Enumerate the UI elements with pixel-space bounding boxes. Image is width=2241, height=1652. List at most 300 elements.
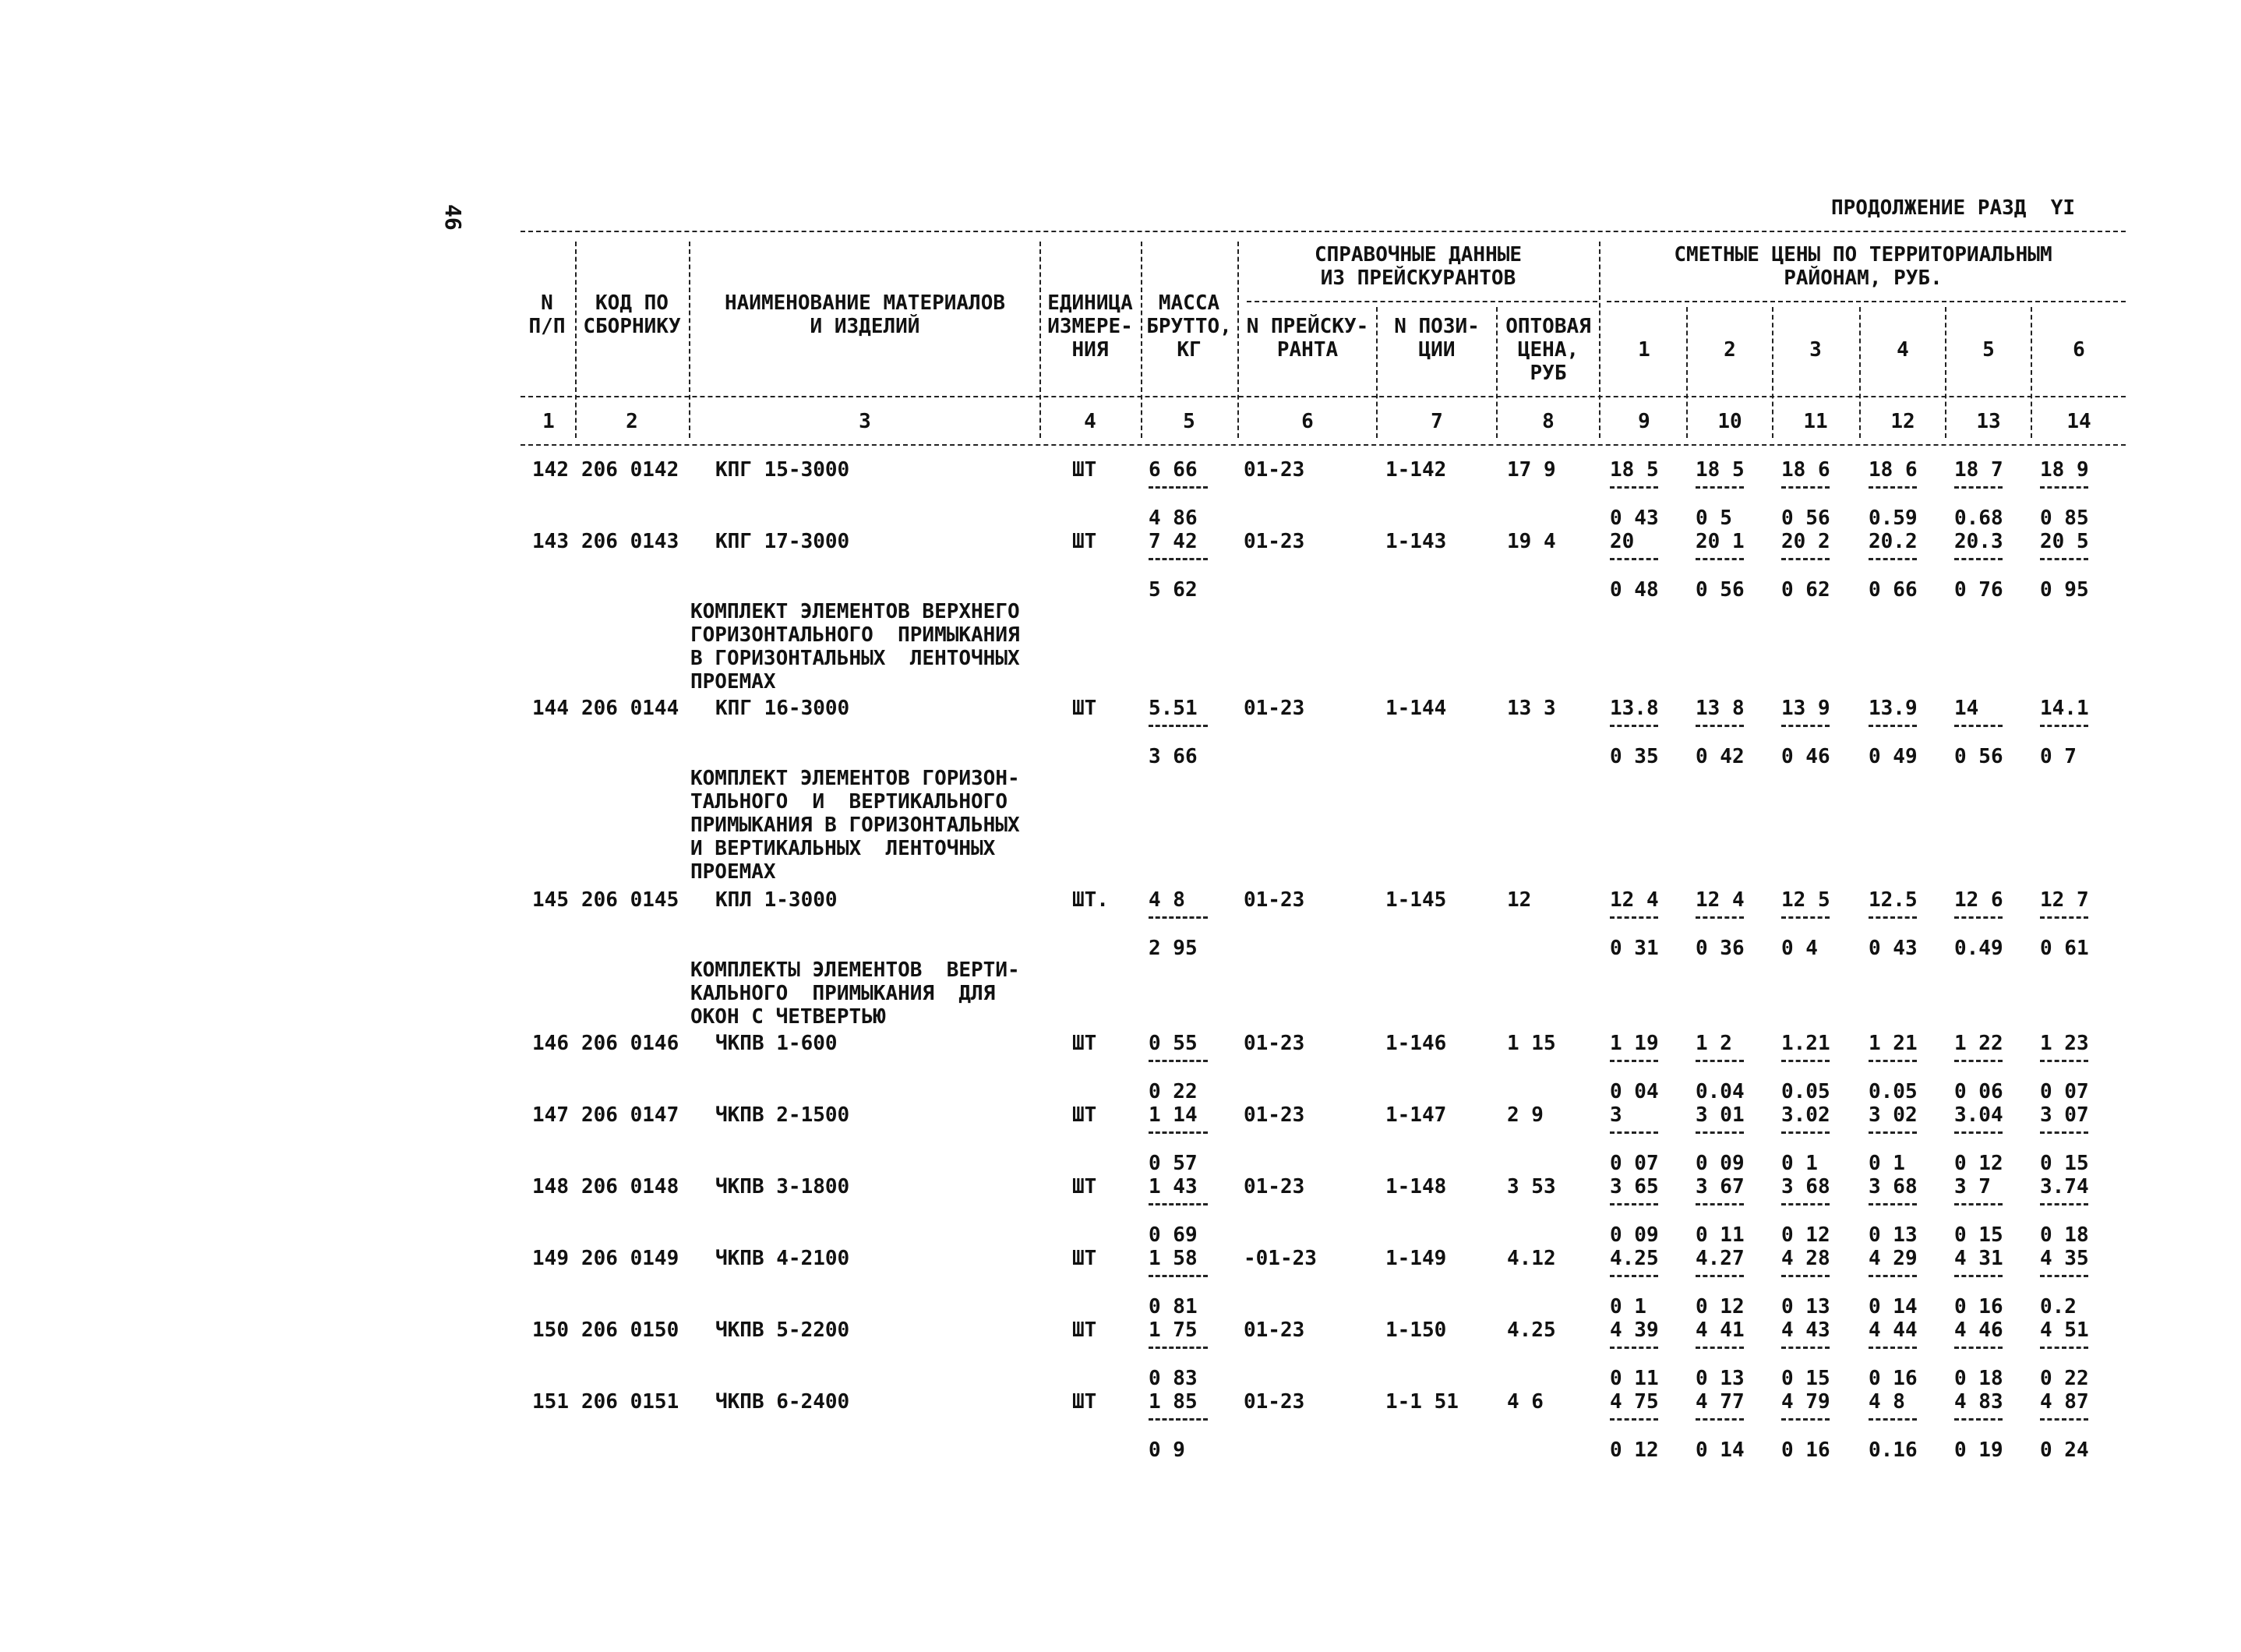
fraction-bar [1149,1131,1208,1134]
row-unit: ШТ [1072,530,1097,553]
row-mass: 7 42 [1149,530,1198,553]
row-mass-net: 0 57 [1149,1152,1198,1175]
fraction-bar [1610,486,1658,489]
row-region-price-2: 13 8 [1696,697,1745,720]
row-region-price-5: 1 22 [1954,1032,2003,1055]
row-region-price-4: 20.2 [1869,530,1918,553]
colnum-3: 3 [859,410,871,433]
row-region-price-add-1: 0 43 [1610,507,1659,530]
row-region-price-4: 3 02 [1869,1103,1918,1127]
row-region-price-add-3: 0 4 [1781,937,1818,960]
row-position: 1-145 [1385,888,1447,912]
row-mass-net: 0 81 [1149,1295,1198,1318]
row-number: 142 [532,458,569,482]
colnum-7: 7 [1431,410,1443,433]
row-region-price-add-2: 0 13 [1696,1367,1745,1390]
fraction-bar [1954,1131,2003,1134]
row-mass-net: 5 62 [1149,578,1198,602]
row-pricelist: 01-23 [1244,697,1305,720]
row-mass: 4 8 [1149,888,1185,912]
row-region-price-add-6: 0 95 [2040,578,2089,602]
header-mass-1: МАССА [1158,291,1220,315]
fraction-bar [1954,486,2003,489]
row-region-price-6: 4 51 [2040,1318,2089,1342]
row-code: 206 0149 [581,1247,679,1270]
fraction-bar [1869,916,1917,919]
row-position: 1-1 51 [1385,1390,1459,1414]
fraction-bar [1869,1060,1917,1062]
fraction-bar [1781,1131,1830,1134]
row-region-price-add-4: 0 13 [1869,1223,1918,1247]
row-number: 151 [532,1390,569,1414]
row-number: 146 [532,1032,569,1055]
row-region-price-add-6: 0 7 [2040,745,2077,768]
row-region-price-4: 4 29 [1869,1247,1918,1270]
row-region-price-3: 12 5 [1781,888,1830,912]
header-preisk-2: РАНТА [1276,338,1339,362]
row-region-price-add-4: 0.16 [1869,1438,1918,1462]
row-number: 148 [532,1175,569,1198]
row-unit: ШТ [1072,1318,1097,1342]
row-region-price-add-4: 0.59 [1869,507,1918,530]
row-position: 1-149 [1385,1247,1447,1270]
fraction-bar [1869,725,1917,727]
row-unit: ШТ [1072,1103,1097,1127]
group-heading-line: КОМПЛЕКТЫ ЭЛЕМЕНТОВ ВЕРТИ- [690,958,1020,982]
fraction-bar [1954,558,2003,560]
row-pricelist: 01-23 [1244,458,1305,482]
row-unit: ШТ [1072,697,1097,720]
fraction-bar [1954,1418,2003,1421]
colnum-5: 5 [1183,410,1195,433]
header-opt-3: РУБ [1530,362,1567,385]
row-region-price-add-1: 0 04 [1610,1080,1659,1103]
row-region-price-add-4: 0 1 [1869,1152,1905,1175]
fraction-bar [1954,1203,2003,1205]
row-unit: ШТ [1072,1175,1097,1198]
row-region-price-2: 12 4 [1696,888,1745,912]
col-divider [1496,307,1498,438]
group-heading-line: ТАЛЬНОГО И ВЕРТИКАЛЬНОГО [690,790,1008,814]
row-region-price-5: 3.04 [1954,1103,2003,1127]
col-divider [1376,307,1378,438]
fraction-bar [1696,916,1744,919]
row-name: ЧКПВ 6-2400 [715,1390,850,1414]
row-wholesale-price: 1 15 [1507,1032,1556,1055]
fraction-bar [1149,1060,1208,1062]
row-mass: 5.51 [1149,697,1198,720]
fraction-bar [1869,1275,1917,1277]
header-name-2: И ИЗДЕЛИЙ [810,315,920,338]
group-heading-line: ОКОН С ЧЕТВЕРТЬЮ [690,1005,886,1029]
row-region-price-2: 3 01 [1696,1103,1745,1127]
header-ref-group-1: СПРАВОЧНЫЕ ДАННЫЕ [1314,243,1523,267]
row-region-price-2: 18 5 [1696,458,1745,482]
row-region-price-add-5: 0 19 [1954,1438,2003,1462]
row-region-price-add-3: 0 13 [1781,1295,1830,1318]
fraction-bar [1869,486,1917,489]
row-region-price-2: 4.27 [1696,1247,1745,1270]
row-code: 206 0143 [581,530,679,553]
col-divider [689,242,690,438]
fraction-bar [1149,916,1208,919]
header-region-4: 4 [1897,338,1909,362]
row-region-price-add-5: 0 15 [1954,1223,2003,1247]
header-unit-3: НИЯ [1071,338,1109,362]
header-preisk-1: N ПРЕЙСКУ- [1246,315,1369,338]
row-pricelist: 01-23 [1244,1032,1305,1055]
group-heading-line: КОМПЛЕКТ ЭЛЕМЕНТОВ ВЕРХНЕГО [690,600,1020,623]
row-code: 206 0147 [581,1103,679,1127]
row-region-price-6: 14.1 [2040,697,2089,720]
row-number: 147 [532,1103,569,1127]
row-name: ЧКПВ 4-2100 [715,1247,850,1270]
colnum-13: 13 [1976,410,2001,433]
row-region-price-1: 1 19 [1610,1032,1659,1055]
page-number: 46 [440,204,466,231]
row-region-price-3: 4 28 [1781,1247,1830,1270]
row-region-price-4: 13.9 [1869,697,1918,720]
header-price-group-1: СМЕТНЫЕ ЦЕНЫ ПО ТЕРРИТОРИАЛЬНЫМ [1674,243,2052,267]
row-code: 206 0145 [581,888,679,912]
row-region-price-add-3: 0 12 [1781,1223,1830,1247]
row-name: КПГ 17-3000 [715,530,850,553]
row-region-price-add-3: 0 16 [1781,1438,1830,1462]
fraction-bar [1781,1275,1830,1277]
table-top-rule [521,231,2126,232]
row-region-price-add-4: 0 49 [1869,745,1918,768]
fraction-bar [2040,1203,2088,1205]
row-mass-net: 0 9 [1149,1438,1185,1462]
row-region-price-3: 4 43 [1781,1318,1830,1342]
header-unit-2: ИЗМЕРЕ- [1047,315,1133,338]
row-region-price-5: 4 31 [1954,1247,2003,1270]
row-number: 144 [532,697,569,720]
row-code: 206 0142 [581,458,679,482]
fraction-bar [1781,725,1830,727]
row-region-price-3: 20 2 [1781,530,1830,553]
colnum-2: 2 [626,410,638,433]
row-region-price-add-1: 0 11 [1610,1367,1659,1390]
row-mass: 1 85 [1149,1390,1198,1414]
row-mass-net: 3 66 [1149,745,1198,768]
ref-group-rule [1247,301,1597,302]
row-unit: ШТ [1072,1032,1097,1055]
row-region-price-3: 1.21 [1781,1032,1830,1055]
colnum-8: 8 [1542,410,1555,433]
row-number: 143 [532,530,569,553]
row-name: ЧКПВ 1-600 [715,1032,838,1055]
header-np-2: П/П [528,315,566,338]
row-region-price-4: 4 8 [1869,1390,1905,1414]
row-position: 1-147 [1385,1103,1447,1127]
row-region-price-1: 4.25 [1610,1247,1659,1270]
row-region-price-add-4: 0 43 [1869,937,1918,960]
header-name-1: НАИМЕНОВАНИЕ МАТЕРИАЛОВ [724,291,1006,315]
row-wholesale-price: 4.12 [1507,1247,1556,1270]
row-region-price-5: 4 46 [1954,1318,2003,1342]
header-ref-group-2: ИЗ ПРЕЙСКУРАНТОВ [1320,267,1516,290]
row-region-price-4: 4 44 [1869,1318,1918,1342]
fraction-bar [1610,1418,1658,1421]
fraction-bar [1781,1418,1830,1421]
row-code: 206 0144 [581,697,679,720]
row-name: ЧКПВ 5-2200 [715,1318,850,1342]
row-region-price-add-4: 0 14 [1869,1295,1918,1318]
fraction-bar [1869,1418,1917,1421]
row-pricelist: 01-23 [1244,1175,1305,1198]
header-kod-1: КОД ПО [595,291,669,315]
fraction-bar [1149,1275,1208,1277]
row-region-price-add-1: 0 12 [1610,1438,1659,1462]
header-region-3: 3 [1809,338,1822,362]
row-region-price-1: 20 [1610,530,1635,553]
fraction-bar [1149,486,1208,489]
fraction-bar [1149,725,1208,727]
row-region-price-5: 3 7 [1954,1175,1991,1198]
row-region-price-add-5: 0.49 [1954,937,2003,960]
price-group-rule [1607,301,2126,302]
header-region-2: 2 [1724,338,1736,362]
row-region-price-add-3: 0 56 [1781,507,1830,530]
fraction-bar [1696,1060,1744,1062]
colnum-4: 4 [1084,410,1096,433]
header-region-1: 1 [1638,338,1650,362]
row-region-price-add-4: 0 66 [1869,578,1918,602]
row-region-price-2: 4 41 [1696,1318,1745,1342]
fraction-bar [1696,1131,1744,1134]
row-region-price-add-6: 0 18 [2040,1223,2089,1247]
fraction-bar [1610,916,1658,919]
fraction-bar [1781,916,1830,919]
fraction-bar [1610,558,1658,560]
header-pos-1: N ПОЗИ- [1394,315,1480,338]
group-heading-line: И ВЕРТИКАЛЬНЫХ ЛЕНТОЧНЫХ [690,837,996,860]
row-region-price-add-5: 0 76 [1954,578,2003,602]
row-region-price-1: 12 4 [1610,888,1659,912]
row-region-price-add-5: 0.68 [1954,507,2003,530]
row-region-price-add-2: 0 09 [1696,1152,1745,1175]
row-region-price-6: 4 87 [2040,1390,2089,1414]
group-heading-line: ПРОЕМАХ [690,670,776,694]
row-region-price-add-5: 0 56 [1954,745,2003,768]
row-number: 149 [532,1247,569,1270]
group-heading-line: КОМПЛЕКТ ЭЛЕМЕНТОВ ГОРИЗОН- [690,767,1020,790]
fraction-bar [1781,486,1830,489]
fraction-bar [2040,1418,2088,1421]
colnum-bottom-rule [521,444,2126,446]
fraction-bar [1781,1347,1830,1349]
header-price-group-2: РАЙОНАМ, РУБ. [1784,267,1943,290]
row-wholesale-price: 19 4 [1507,530,1556,553]
row-region-price-add-1: 0 48 [1610,578,1659,602]
fraction-bar [2040,916,2088,919]
row-region-price-4: 3 68 [1869,1175,1918,1198]
row-mass-net: 4 86 [1149,507,1198,530]
fraction-bar [1781,1060,1830,1062]
row-region-price-3: 3 68 [1781,1175,1830,1198]
row-region-price-6: 4 35 [2040,1247,2089,1270]
header-pos-2: ЦИИ [1418,338,1456,362]
header-kod-2: СБОРНИКУ [583,315,681,338]
continuation-title: ПРОДОЛЖЕНИЕ РАЗД YI [1831,196,2076,220]
row-region-price-6: 3 07 [2040,1103,2089,1127]
row-mass: 1 75 [1149,1318,1198,1342]
row-region-price-add-2: 0 56 [1696,578,1745,602]
header-mass-2: БРУТТО, [1146,315,1232,338]
row-position: 1-146 [1385,1032,1447,1055]
colnum-1: 1 [542,410,555,433]
fraction-bar [2040,486,2088,489]
fraction-bar [2040,1060,2088,1062]
fraction-bar [1781,558,1830,560]
row-wholesale-price: 2 9 [1507,1103,1544,1127]
row-region-price-1: 4 39 [1610,1318,1659,1342]
fraction-bar [1610,1275,1658,1277]
row-unit: ШТ [1072,458,1097,482]
colnum-12: 12 [1890,410,1915,433]
fraction-bar [1696,486,1744,489]
row-position: 1-143 [1385,530,1447,553]
row-region-price-add-6: 0 07 [2040,1080,2089,1103]
fraction-bar [1954,1060,2003,1062]
row-position: 1-144 [1385,697,1447,720]
row-region-price-add-3: 0 15 [1781,1367,1830,1390]
row-mass-net: 2 95 [1149,937,1198,960]
row-region-price-add-5: 0 12 [1954,1152,2003,1175]
row-region-price-5: 12 6 [1954,888,2003,912]
row-region-price-1: 3 65 [1610,1175,1659,1198]
col-divider [575,242,577,438]
fraction-bar [1696,1275,1744,1277]
fraction-bar [1149,1203,1208,1205]
row-region-price-add-5: 0 16 [1954,1295,2003,1318]
row-code: 206 0151 [581,1390,679,1414]
row-region-price-add-4: 0.05 [1869,1080,1918,1103]
row-name: ЧКПВ 2-1500 [715,1103,850,1127]
row-region-price-6: 18 9 [2040,458,2089,482]
row-region-price-3: 13 9 [1781,697,1830,720]
fraction-bar [1610,1203,1658,1205]
row-region-price-2: 20 1 [1696,530,1745,553]
row-position: 1-150 [1385,1318,1447,1342]
row-region-price-6: 1 23 [2040,1032,2089,1055]
row-mass: 1 43 [1149,1175,1198,1198]
fraction-bar [2040,1275,2088,1277]
row-mass: 1 58 [1149,1247,1198,1270]
row-pricelist: 01-23 [1244,888,1305,912]
row-region-price-6: 3.74 [2040,1175,2089,1198]
fraction-bar [2040,558,2088,560]
row-region-price-2: 4 77 [1696,1390,1745,1414]
row-region-price-add-6: 0 24 [2040,1438,2089,1462]
row-mass-net: 0 22 [1149,1080,1198,1103]
fraction-bar [2040,1131,2088,1134]
header-np-1: N [541,291,553,315]
row-position: 1-148 [1385,1175,1447,1198]
row-region-price-4: 1 21 [1869,1032,1918,1055]
row-region-price-5: 20.3 [1954,530,2003,553]
fraction-bar [1869,558,1917,560]
colnum-9: 9 [1638,410,1650,433]
fraction-bar [1869,1347,1917,1349]
fraction-bar [1610,725,1658,727]
row-position: 1-142 [1385,458,1447,482]
row-region-price-5: 4 83 [1954,1390,2003,1414]
row-pricelist: 01-23 [1244,1390,1305,1414]
fraction-bar [1696,558,1744,560]
row-region-price-5: 18 7 [1954,458,2003,482]
fraction-bar [1696,725,1744,727]
fraction-bar [1954,1275,2003,1277]
group-heading-line: КАЛЬНОГО ПРИМЫКАНИЯ ДЛЯ [690,982,996,1005]
row-mass-net: 0 83 [1149,1367,1198,1390]
row-wholesale-price: 4 6 [1507,1390,1544,1414]
row-pricelist: 01-23 [1244,1103,1305,1127]
row-region-price-3: 18 6 [1781,458,1830,482]
row-wholesale-price: 17 9 [1507,458,1556,482]
row-region-price-add-5: 0 18 [1954,1367,2003,1390]
row-number: 145 [532,888,569,912]
row-region-price-add-6: 0.2 [2040,1295,2077,1318]
fraction-bar [1149,1418,1208,1421]
header-opt-1: ОПТОВАЯ [1505,315,1591,338]
header-bottom-rule [521,396,2126,397]
row-region-price-add-3: 0.05 [1781,1080,1830,1103]
row-code: 206 0146 [581,1032,679,1055]
row-wholesale-price: 12 [1507,888,1532,912]
row-number: 150 [532,1318,569,1342]
row-region-price-2: 3 67 [1696,1175,1745,1198]
fraction-bar [1954,725,2003,727]
fraction-bar [1781,1203,1830,1205]
fraction-bar [1610,1131,1658,1134]
row-region-price-3: 3.02 [1781,1103,1830,1127]
col-divider [1599,242,1600,438]
fraction-bar [1696,1347,1744,1349]
row-region-price-add-1: 0 31 [1610,937,1659,960]
row-code: 206 0150 [581,1318,679,1342]
row-region-price-add-2: 0 14 [1696,1438,1745,1462]
header-mass-3: КГ [1177,338,1202,362]
row-wholesale-price: 13 3 [1507,697,1556,720]
row-region-price-5: 14 [1954,697,1979,720]
fraction-bar [1954,1347,2003,1349]
row-region-price-add-2: 0 42 [1696,745,1745,768]
row-mass: 1 14 [1149,1103,1198,1127]
fraction-bar [2040,725,2088,727]
fraction-bar [1149,1347,1208,1349]
row-name: ЧКПВ 3-1800 [715,1175,850,1198]
row-region-price-add-1: 0 07 [1610,1152,1659,1175]
header-region-6: 6 [2073,338,2085,362]
row-unit: ШТ [1072,1247,1097,1270]
row-pricelist: 01-23 [1244,1318,1305,1342]
row-region-price-add-1: 0 1 [1610,1295,1646,1318]
row-region-price-add-6: 0 15 [2040,1152,2089,1175]
row-region-price-add-3: 0 1 [1781,1152,1818,1175]
row-region-price-6: 20 5 [2040,530,2089,553]
row-name: КПГ 16-3000 [715,697,850,720]
row-region-price-6: 12 7 [2040,888,2089,912]
fraction-bar [1954,916,2003,919]
group-heading-line: ПРИМЫКАНИЯ В ГОРИЗОНТАЛЬНЫХ [690,814,1020,837]
row-region-price-add-2: 0 12 [1696,1295,1745,1318]
group-heading-line: ГОРИЗОНТАЛЬНОГО ПРИМЫКАНИЯ [690,623,1020,647]
row-region-price-add-2: 0 11 [1696,1223,1745,1247]
row-wholesale-price: 3 53 [1507,1175,1556,1198]
row-region-price-add-6: 0 61 [2040,937,2089,960]
